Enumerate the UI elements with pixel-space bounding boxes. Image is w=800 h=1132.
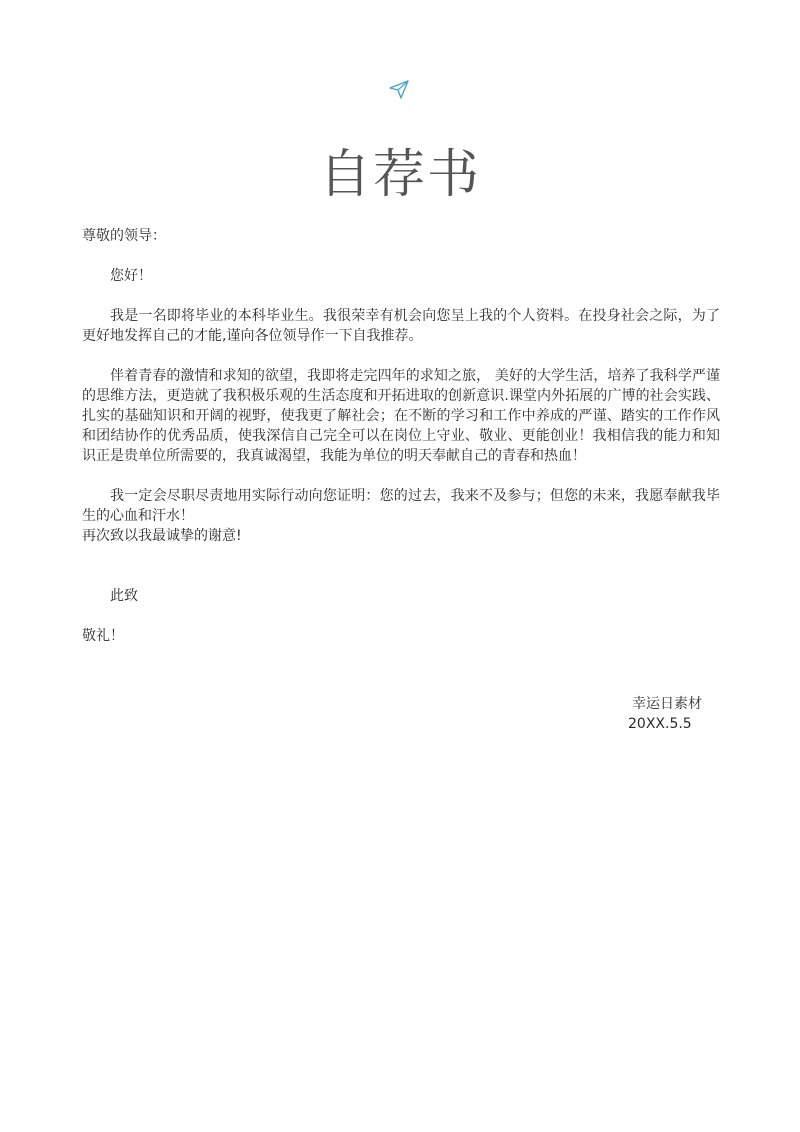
letter-body: [82, 226, 720, 646]
signature-block: [626, 694, 746, 734]
letter-paragraph-commitment: 我一定会尽职尽责地用实际行动向您证明：您的过去，我来不及参与；但您的未来，我愿奉献我毕生的心血和汗水！: [82, 488, 720, 524]
signature-date: 20XX.5.5: [628, 716, 692, 732]
letter-closing-jingli: 敬礼！: [82, 628, 124, 644]
letter-thanks: 再次致以我最诚挚的谢意!: [82, 528, 242, 544]
letter-closing-zhici: 此致: [110, 588, 138, 604]
paper-plane-icon: [388, 78, 410, 100]
letter-paragraph-intro: 我是一名即将毕业的本科毕业生。我很荣幸有机会向您呈上我的个人资料。在投身社会之际，为了更好地发挥自己的才能,谨向各位领导作一下自我推荐。: [82, 308, 720, 344]
letter-greeting: 尊敬的领导：: [82, 228, 166, 244]
signature-name: 幸运日素材: [632, 696, 702, 712]
letter-paragraph-qualifications: 伴着青春的激情和求知的欲望，我即将走完四年的求知之旅， 美好的大学生活，培养了我科学严谨的思维方法，更造就了我积极乐观的生活态度和开拓进取的创新意识.课堂内外拓展的广博的社会实践、扎实的基础知识和开阔的视野，使我更了解社会；在不断的学习和工作中养成的严谨、踏实的工作作风和团结协作的优秀品质，使我深信自己完全可以在岗位上守业、敬业、更能创业！我相信我的能力和知识正是贵单位所需要的，我真诚渴望，我能为单位的明天奉献自己的青春和热血！: [82, 368, 720, 464]
letter-hello: 您好！: [110, 268, 152, 284]
page-title: 自荐书: [318, 144, 481, 205]
